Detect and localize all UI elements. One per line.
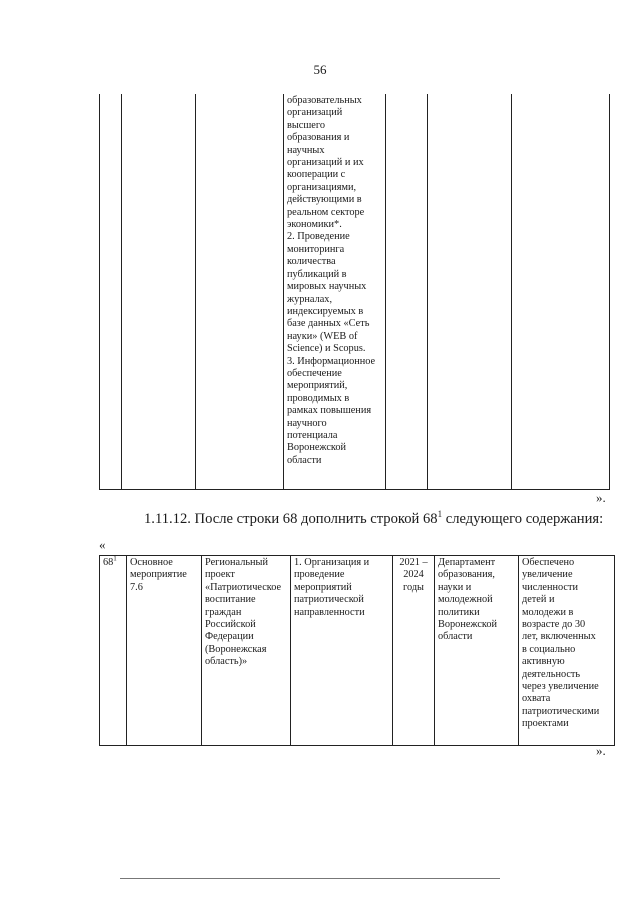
project-cell: Региональный проект «Патриотическое воспитание граждан Российской Федерации (Воронежская область)» bbox=[202, 556, 291, 746]
row-number: 68 bbox=[103, 557, 114, 568]
result-cell: Обеспечено увеличение численности детей и молодежи в возрасте до 30 лет, включенных в социально активную деятельность через увеличение охвата патриотическими проектами bbox=[519, 556, 615, 746]
table-cell-years bbox=[386, 94, 428, 490]
footer-divider bbox=[120, 878, 500, 879]
closing-quote: ». bbox=[596, 490, 606, 505]
heading-prefix: 1.11.12. После строки 68 дополнить строкой 68 bbox=[144, 511, 438, 527]
years-cell: 2021 – 2024 годы bbox=[393, 556, 435, 746]
section-heading bbox=[144, 511, 614, 528]
table-cell-activity bbox=[122, 94, 196, 490]
inserted-row-table bbox=[99, 555, 615, 746]
page-number: 56 bbox=[313, 62, 327, 77]
heading-superscript: 1 bbox=[437, 509, 443, 520]
table-cell-executor bbox=[428, 94, 512, 490]
opening-quote: « bbox=[99, 537, 106, 552]
row-number-superscript: 1 bbox=[113, 554, 117, 563]
closing-quote-end: ». bbox=[596, 743, 606, 758]
table-cell-measures: образовательных организаций высшего образования и научных организаций и их кооперации с организациями, действующими в реальном секторе экономики*. 2. Проведение мониторинга количества публикаций в мировых научных журналах, индексируемых в базе данных «Сеть науки» (WEB of Science) и Scopus. 3. Информационное обеспечение мероприятий, проводимых в рамках повышения научного потенциала Воронежской области bbox=[284, 94, 386, 490]
top-table-continuation bbox=[99, 94, 610, 490]
activity-cell: Основное мероприятие 7.6 bbox=[127, 556, 202, 746]
row-number-cell bbox=[100, 556, 127, 746]
table-row bbox=[100, 94, 610, 490]
measures-cell: 1. Организация и проведение мероприятий патриотической направленности bbox=[291, 556, 393, 746]
table-cell-num bbox=[100, 94, 122, 490]
table-cell-result bbox=[512, 94, 610, 490]
table-row bbox=[100, 556, 615, 746]
table-cell-project bbox=[196, 94, 284, 490]
heading-suffix: следующего содержания: bbox=[442, 511, 604, 527]
executor-cell: Департамент образования, науки и молодежной политики Воронежской области bbox=[435, 556, 519, 746]
